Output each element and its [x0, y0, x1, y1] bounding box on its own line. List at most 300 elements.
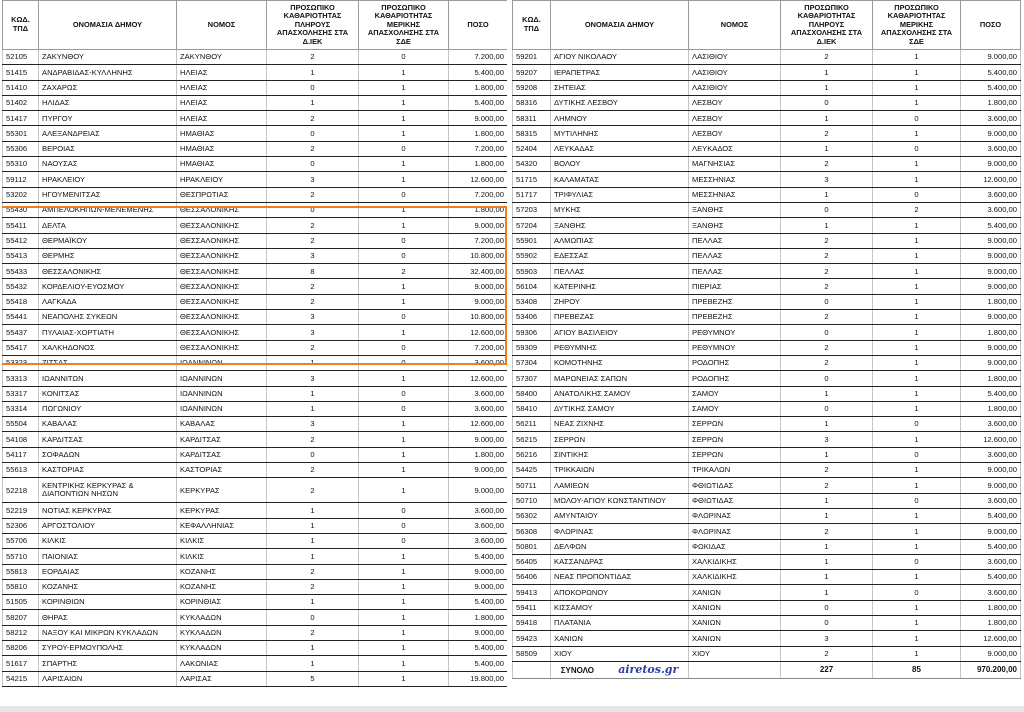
prefecture-cell: ΘΕΣΣΑΛΟΝΙΚΗΣ	[177, 294, 267, 309]
full-time-cell: 2	[781, 355, 873, 370]
prefecture-cell: ΣΕΡΡΩΝ	[689, 432, 781, 447]
part-time-cell: 1	[873, 524, 961, 539]
part-time-cell: 1	[359, 432, 449, 447]
amount-cell: 9.000,00	[961, 157, 1021, 172]
prefecture-cell: ΚΥΚΛΑΔΩΝ	[177, 640, 267, 655]
prefecture-cell: ΡΟΔΟΠΗΣ	[689, 355, 781, 370]
prefecture-cell: ΚΑΣΤΟΡΙΑΣ	[177, 463, 267, 478]
part-time-cell: 1	[359, 172, 449, 187]
code-cell: 58400	[513, 386, 551, 401]
full-time-cell: 2	[267, 432, 359, 447]
amount-cell: 5.400,00	[449, 595, 508, 610]
prefecture-cell: ΘΕΣΣΑΛΟΝΙΚΗΣ	[177, 248, 267, 263]
header-prefecture: ΝΟΜΟΣ	[177, 1, 267, 50]
name-cell: ΑΝΑΤΟΛΙΚΗΣ ΣΑΜΟΥ	[551, 386, 689, 401]
name-cell: ΚΙΣΣΑΜΟΥ	[551, 600, 689, 615]
part-time-cell: 1	[359, 294, 449, 309]
amount-cell: 12.600,00	[961, 172, 1021, 187]
part-time-cell: 0	[359, 141, 449, 156]
name-cell: ΛΕΥΚΑΔΑΣ	[551, 141, 689, 156]
part-time-cell: 0	[359, 248, 449, 263]
code-cell: 59423	[513, 631, 551, 646]
amount-cell: 3.600,00	[449, 401, 508, 416]
code-cell: 57204	[513, 218, 551, 233]
part-time-cell: 0	[359, 401, 449, 416]
total-label: ΣΥΝΟΛΟ	[560, 666, 594, 676]
full-time-cell: 1	[267, 401, 359, 416]
name-cell: ΗΡΑΚΛΕΙΟΥ	[39, 172, 177, 187]
amount-cell: 1.800,00	[449, 126, 508, 141]
table-row	[513, 355, 1021, 370]
header-name: ΟΝΟΜΑΣΙΑ ΔΗΜΟΥ	[39, 1, 177, 50]
full-time-cell: 1	[781, 141, 873, 156]
name-cell: ΛΑΡΙΣΑΙΩΝ	[39, 671, 177, 686]
prefecture-cell: ΦΘΙΩΤΙΔΑΣ	[689, 478, 781, 493]
part-time-cell: 1	[359, 564, 449, 579]
part-time-cell: 1	[359, 80, 449, 95]
part-time-cell: 1	[873, 50, 961, 65]
name-cell: ΧΑΛΚΗΔΟΝΟΣ	[39, 340, 177, 355]
part-time-cell: 1	[359, 579, 449, 594]
amount-cell: 5.400,00	[961, 508, 1021, 523]
prefecture-cell: ΡΟΔΟΠΗΣ	[689, 371, 781, 386]
prefecture-cell: ΠΡΕΒΕΖΗΣ	[689, 294, 781, 309]
table-row	[513, 279, 1021, 294]
prefecture-cell: ΜΕΣΣΗΝΙΑΣ	[689, 172, 781, 187]
table-row	[3, 401, 508, 416]
amount-cell: 7.200,00	[449, 340, 508, 355]
part-time-cell: 1	[359, 65, 449, 80]
table-row	[3, 579, 508, 594]
table-row	[513, 539, 1021, 554]
part-time-cell: 0	[873, 447, 961, 462]
amount-cell: 7.200,00	[449, 187, 508, 202]
prefecture-cell: ΣΑΜΟΥ	[689, 386, 781, 401]
table-row	[513, 463, 1021, 478]
full-time-cell: 3	[781, 172, 873, 187]
table-row	[3, 386, 508, 401]
code-cell: 59207	[513, 65, 551, 80]
full-time-cell: 2	[781, 126, 873, 141]
code-cell: 58509	[513, 646, 551, 661]
name-cell: ΑΛΜΩΠΙΑΣ	[551, 233, 689, 248]
amount-cell: 9.000,00	[449, 279, 508, 294]
code-cell: 59208	[513, 80, 551, 95]
prefecture-cell: ΞΑΝΘΗΣ	[689, 202, 781, 217]
full-time-cell: 0	[781, 95, 873, 110]
table-row	[513, 432, 1021, 447]
full-time-cell: 2	[781, 50, 873, 65]
prefecture-cell: ΛΑΣΙΘΙΟΥ	[689, 50, 781, 65]
name-cell: ΚΑΣΤΟΡΙΑΣ	[39, 463, 177, 478]
code-cell: 55413	[3, 248, 39, 263]
amount-cell: 3.600,00	[961, 141, 1021, 156]
code-cell: 55504	[3, 417, 39, 432]
code-cell: 59201	[513, 50, 551, 65]
amount-cell: 3.600,00	[961, 417, 1021, 432]
amount-cell: 3.600,00	[961, 447, 1021, 462]
name-cell: ΑΓΙΟΥ ΒΑΣΙΛΕΙΟΥ	[551, 325, 689, 340]
table-row	[513, 187, 1021, 202]
prefecture-cell: ΚΕΦΑΛΛΗΝΙΑΣ	[177, 518, 267, 533]
part-time-cell: 1	[873, 325, 961, 340]
amount-cell: 9.000,00	[449, 463, 508, 478]
code-cell: 51417	[3, 111, 39, 126]
full-time-cell: 0	[781, 325, 873, 340]
amount-cell: 12.600,00	[449, 371, 508, 386]
code-cell: 58311	[513, 111, 551, 126]
part-time-cell: 0	[359, 187, 449, 202]
prefecture-cell: ΧΑΝΙΩΝ	[689, 600, 781, 615]
amount-cell: 1.800,00	[961, 371, 1021, 386]
prefecture-cell: ΚΑΡΔΙΤΣΑΣ	[177, 447, 267, 462]
prefecture-cell: ΗΛΕΙΑΣ	[177, 65, 267, 80]
table-row	[513, 264, 1021, 279]
full-time-cell: 2	[267, 579, 359, 594]
amount-cell: 1.800,00	[449, 610, 508, 625]
code-cell: 55437	[3, 325, 39, 340]
total-amount: 970.200,00	[961, 661, 1021, 678]
table-row	[513, 524, 1021, 539]
total-label-cell	[551, 661, 689, 678]
amount-cell: 10.800,00	[449, 248, 508, 263]
code-cell: 50801	[513, 539, 551, 554]
table-body-right	[513, 50, 1021, 662]
part-time-cell: 1	[359, 325, 449, 340]
amount-cell: 9.000,00	[449, 432, 508, 447]
name-cell: ΑΜΥΝΤΑΙΟΥ	[551, 508, 689, 523]
amount-cell: 9.000,00	[961, 264, 1021, 279]
name-cell: ΚΟΡΔΕΛΙΟΥ-ΕΥΟΣΜΟΥ	[39, 279, 177, 294]
part-time-cell: 0	[873, 141, 961, 156]
table-row	[3, 656, 508, 671]
name-cell: ΑΓΙΟΥ ΝΙΚΟΛΑΟΥ	[551, 50, 689, 65]
amount-cell: 5.400,00	[961, 570, 1021, 585]
table-row	[3, 202, 508, 217]
name-cell: ΚΑΡΔΙΤΣΑΣ	[39, 432, 177, 447]
amount-cell: 3.600,00	[961, 187, 1021, 202]
part-time-cell: 1	[359, 447, 449, 462]
part-time-cell: 1	[873, 264, 961, 279]
page-bottom-edge	[0, 706, 1024, 712]
part-time-cell: 1	[873, 600, 961, 615]
name-cell: ΦΛΩΡΙΝΑΣ	[551, 524, 689, 539]
amount-cell: 9.000,00	[449, 111, 508, 126]
code-cell: 58316	[513, 95, 551, 110]
amount-cell: 5.400,00	[449, 95, 508, 110]
full-time-cell: 1	[267, 518, 359, 533]
prefecture-cell: ΦΩΚΙΔΑΣ	[689, 539, 781, 554]
prefecture-cell: ΚΑΒΑΛΑΣ	[177, 417, 267, 432]
table-row	[513, 294, 1021, 309]
name-cell: ΝΕΑΣ ΖΙΧΝΗΣ	[551, 417, 689, 432]
table-row	[3, 126, 508, 141]
part-time-cell: 0	[359, 503, 449, 518]
prefecture-cell: ΛΕΣΒΟΥ	[689, 95, 781, 110]
code-cell: 55301	[3, 126, 39, 141]
name-cell: ΧΙΟΥ	[551, 646, 689, 661]
code-cell: 54320	[513, 157, 551, 172]
prefecture-cell: ΦΛΩΡΙΝΑΣ	[689, 524, 781, 539]
name-cell: ΗΛΙΔΑΣ	[39, 95, 177, 110]
code-cell: 55810	[3, 579, 39, 594]
code-cell: 59418	[513, 615, 551, 630]
code-cell: 52219	[3, 503, 39, 518]
part-time-cell: 0	[873, 417, 961, 432]
part-time-cell: 1	[873, 126, 961, 141]
table-row	[513, 371, 1021, 386]
table-row	[3, 65, 508, 80]
full-time-cell: 1	[781, 508, 873, 523]
part-time-cell: 1	[873, 386, 961, 401]
name-cell: ΙΕΡΑΠΕΤΡΑΣ	[551, 65, 689, 80]
table-row	[513, 417, 1021, 432]
name-cell: ΝΑΟΥΣΑΣ	[39, 157, 177, 172]
amount-cell: 1.800,00	[961, 600, 1021, 615]
prefecture-cell: ΧΑΛΚΙΔΙΚΗΣ	[689, 570, 781, 585]
full-time-cell: 0	[781, 371, 873, 386]
full-time-cell: 2	[267, 564, 359, 579]
full-time-cell: 2	[267, 463, 359, 478]
prefecture-cell: ΗΜΑΘΙΑΣ	[177, 126, 267, 141]
prefecture-cell: ΧΙΟΥ	[689, 646, 781, 661]
full-time-cell: 1	[267, 595, 359, 610]
table-row	[3, 310, 508, 325]
municipalities-table-right	[512, 0, 1021, 679]
name-cell: ΚΟΜΟΤΗΝΗΣ	[551, 355, 689, 370]
prefecture-cell: ΧΑΛΚΙΔΙΚΗΣ	[689, 554, 781, 569]
prefecture-cell: ΙΩΑΝΝΙΝΩΝ	[177, 401, 267, 416]
name-cell: ΣΗΤΕΙΑΣ	[551, 80, 689, 95]
full-time-cell: 1	[781, 585, 873, 600]
amount-cell: 3.600,00	[449, 533, 508, 548]
part-time-cell: 0	[873, 585, 961, 600]
table-row	[3, 325, 508, 340]
name-cell: ΒΕΡΟΙΑΣ	[39, 141, 177, 156]
prefecture-cell: ΚΥΚΛΑΔΩΝ	[177, 610, 267, 625]
amount-cell: 7.200,00	[449, 233, 508, 248]
full-time-cell: 2	[267, 218, 359, 233]
header-full-time: ΠΡΟΣΩΠΙΚΟ ΚΑΘΑΡΙΟΤΗΤΑΣ ΠΛΗΡΟΥΣ ΑΠΑΣΧΟΛΗΣΗΣ ΣΤΑ Δ.ΙΕΚ	[267, 1, 359, 50]
name-cell: ΡΕΘΥΜΝΗΣ	[551, 340, 689, 355]
prefecture-cell: ΘΕΣΣΑΛΟΝΙΚΗΣ	[177, 325, 267, 340]
name-cell: ΗΓΟΥΜΕΝΙΤΣΑΣ	[39, 187, 177, 202]
prefecture-cell: ΗΛΕΙΑΣ	[177, 95, 267, 110]
header-row	[3, 1, 508, 50]
full-time-cell: 3	[267, 172, 359, 187]
prefecture-cell: ΛΑΣΙΘΙΟΥ	[689, 65, 781, 80]
code-cell: 56104	[513, 279, 551, 294]
name-cell: ΘΕΣΣΑΛΟΝΙΚΗΣ	[39, 264, 177, 279]
name-cell: ΠΛΑΤΑΝΙΑ	[551, 615, 689, 630]
part-time-cell: 0	[359, 386, 449, 401]
code-cell: 58315	[513, 126, 551, 141]
name-cell: ΤΡΙΦΥΛΙΑΣ	[551, 187, 689, 202]
code-cell: 50711	[513, 478, 551, 493]
part-time-cell: 1	[359, 640, 449, 655]
code-cell: 55902	[513, 248, 551, 263]
full-time-cell: 2	[267, 141, 359, 156]
full-time-cell: 2	[781, 264, 873, 279]
code-cell: 52218	[3, 478, 39, 503]
table-row	[3, 478, 508, 503]
name-cell: ΠΑΙΟΝΙΑΣ	[39, 549, 177, 564]
part-time-cell: 1	[873, 294, 961, 309]
name-cell: ΑΝΔΡΑΒΙΔΑΣ-ΚΥΛΛΗΝΗΣ	[39, 65, 177, 80]
part-time-cell: 1	[873, 508, 961, 523]
full-time-cell: 3	[781, 432, 873, 447]
code-cell: 58410	[513, 401, 551, 416]
code-cell: 59309	[513, 340, 551, 355]
name-cell: ΝΕΑΣ ΠΡΟΠΟΝΤΙΔΑΣ	[551, 570, 689, 585]
full-time-cell: 1	[781, 111, 873, 126]
code-cell: 51715	[513, 172, 551, 187]
name-cell: ΠΩΓΩΝΙΟΥ	[39, 401, 177, 416]
part-time-cell: 1	[873, 570, 961, 585]
name-cell: ΑΜΠΕΛΟΚΗΠΩΝ-ΜΕΝΕΜΕΝΗΣ	[39, 202, 177, 217]
table-row	[513, 126, 1021, 141]
amount-cell: 3.600,00	[449, 518, 508, 533]
table-row	[3, 111, 508, 126]
part-time-cell: 1	[873, 371, 961, 386]
table-row	[513, 310, 1021, 325]
amount-cell: 5.400,00	[449, 640, 508, 655]
part-time-cell: 0	[359, 533, 449, 548]
amount-cell: 7.200,00	[449, 141, 508, 156]
full-time-cell: 1	[267, 95, 359, 110]
prefecture-cell: ΗΡΑΚΛΕΙΟΥ	[177, 172, 267, 187]
code-cell: 51415	[3, 65, 39, 80]
part-time-cell: 1	[873, 172, 961, 187]
name-cell: ΜΥΚΗΣ	[551, 202, 689, 217]
full-time-cell: 2	[267, 340, 359, 355]
part-time-cell: 1	[359, 218, 449, 233]
code-cell: 51410	[3, 80, 39, 95]
total-row	[513, 661, 1021, 678]
part-time-cell: 0	[359, 340, 449, 355]
part-time-cell: 1	[873, 355, 961, 370]
amount-cell: 9.000,00	[961, 463, 1021, 478]
code-cell: 56406	[513, 570, 551, 585]
amount-cell: 1.800,00	[961, 401, 1021, 416]
amount-cell: 1.800,00	[449, 447, 508, 462]
table-row	[513, 233, 1021, 248]
full-time-cell: 0	[267, 610, 359, 625]
prefecture-cell: ΠΕΛΛΑΣ	[689, 248, 781, 263]
table-row	[513, 631, 1021, 646]
code-cell: 55306	[3, 141, 39, 156]
code-cell: 56215	[513, 432, 551, 447]
name-cell: ΚΑΤΕΡΙΝΗΣ	[551, 279, 689, 294]
amount-cell: 5.400,00	[961, 218, 1021, 233]
full-time-cell: 2	[267, 187, 359, 202]
code-cell: 59411	[513, 600, 551, 615]
code-cell: 53313	[3, 371, 39, 386]
full-time-cell: 8	[267, 264, 359, 279]
prefecture-cell: ΙΩΑΝΝΙΝΩΝ	[177, 371, 267, 386]
table-row	[513, 493, 1021, 508]
table-row	[513, 202, 1021, 217]
part-time-cell: 1	[873, 463, 961, 478]
part-time-cell: 0	[873, 554, 961, 569]
table-row	[3, 671, 508, 686]
header-part-time: ΠΡΟΣΩΠΙΚΟ ΚΑΘΑΡΙΟΤΗΤΑΣ ΜΕΡΙΚΗΣ ΑΠΑΣΧΟΛΗΣΗΣ ΣΤΑ ΣΔΕ	[359, 1, 449, 50]
name-cell: ΔΥΤΙΚΗΣ ΣΑΜΟΥ	[551, 401, 689, 416]
part-time-cell: 1	[873, 615, 961, 630]
name-cell: ΠΥΡΓΟΥ	[39, 111, 177, 126]
amount-cell: 10.800,00	[449, 310, 508, 325]
full-time-cell: 1	[781, 554, 873, 569]
header-code: ΚΩΔ. ΤΠΔ	[3, 1, 39, 50]
part-time-cell: 0	[873, 493, 961, 508]
full-time-cell: 1	[267, 640, 359, 655]
part-time-cell: 1	[359, 463, 449, 478]
prefecture-cell: ΗΜΑΘΙΑΣ	[177, 141, 267, 156]
code-cell: 56405	[513, 554, 551, 569]
prefecture-cell: ΡΕΘΥΜΝΟΥ	[689, 340, 781, 355]
amount-cell: 12.600,00	[449, 417, 508, 432]
full-time-cell: 2	[267, 233, 359, 248]
name-cell: ΣΠΑΡΤΗΣ	[39, 656, 177, 671]
part-time-cell: 0	[359, 310, 449, 325]
table-body-left	[3, 50, 508, 687]
amount-cell: 12.600,00	[449, 172, 508, 187]
full-time-cell: 1	[781, 447, 873, 462]
prefecture-cell: ΚΟΖΑΝΗΣ	[177, 564, 267, 579]
full-time-cell: 1	[781, 218, 873, 233]
part-time-cell: 1	[359, 625, 449, 640]
prefecture-cell: ΘΕΣΠΡΩΤΙΑΣ	[177, 187, 267, 202]
amount-cell: 9.000,00	[961, 646, 1021, 661]
table-row	[3, 355, 508, 370]
full-time-cell: 2	[781, 157, 873, 172]
prefecture-cell: ΛΑΡΙΣΑΣ	[177, 671, 267, 686]
header-full-time: ΠΡΟΣΩΠΙΚΟ ΚΑΘΑΡΙΟΤΗΤΑΣ ΠΛΗΡΟΥΣ ΑΠΑΣΧΟΛΗΣΗΣ ΣΤΑ Δ.ΙΕΚ	[781, 1, 873, 50]
header-row	[513, 1, 1021, 50]
code-cell: 55411	[3, 218, 39, 233]
table-row	[3, 218, 508, 233]
code-cell: 53323	[3, 355, 39, 370]
table-row	[3, 640, 508, 655]
total-part-time: 85	[873, 661, 961, 678]
table-row	[3, 564, 508, 579]
amount-cell: 9.000,00	[449, 579, 508, 594]
amount-cell: 9.000,00	[961, 355, 1021, 370]
name-cell: ΔΕΛΤΑ	[39, 218, 177, 233]
table-row	[513, 80, 1021, 95]
name-cell: ΑΠΟΚΟΡΩΝΟΥ	[551, 585, 689, 600]
part-time-cell: 1	[359, 671, 449, 686]
table-row	[513, 386, 1021, 401]
name-cell: ΑΡΓΟΣΤΟΛΙΟΥ	[39, 518, 177, 533]
table-row	[3, 187, 508, 202]
prefecture-cell: ΜΑΓΝΗΣΙΑΣ	[689, 157, 781, 172]
name-cell: ΝΑΞΟΥ ΚΑΙ ΜΙΚΡΩΝ ΚΥΚΛΑΔΩΝ	[39, 625, 177, 640]
full-time-cell: 1	[781, 80, 873, 95]
prefecture-cell: ΛΕΣΒΟΥ	[689, 126, 781, 141]
amount-cell: 12.600,00	[961, 432, 1021, 447]
part-time-cell: 1	[359, 126, 449, 141]
amount-cell: 5.400,00	[961, 386, 1021, 401]
full-time-cell: 0	[781, 615, 873, 630]
amount-cell: 5.400,00	[449, 65, 508, 80]
code-cell: 55901	[513, 233, 551, 248]
name-cell: ΛΗΜΝΟΥ	[551, 111, 689, 126]
part-time-cell: 1	[873, 233, 961, 248]
amount-cell: 5.400,00	[961, 539, 1021, 554]
table-row	[513, 478, 1021, 493]
full-time-cell: 2	[267, 625, 359, 640]
